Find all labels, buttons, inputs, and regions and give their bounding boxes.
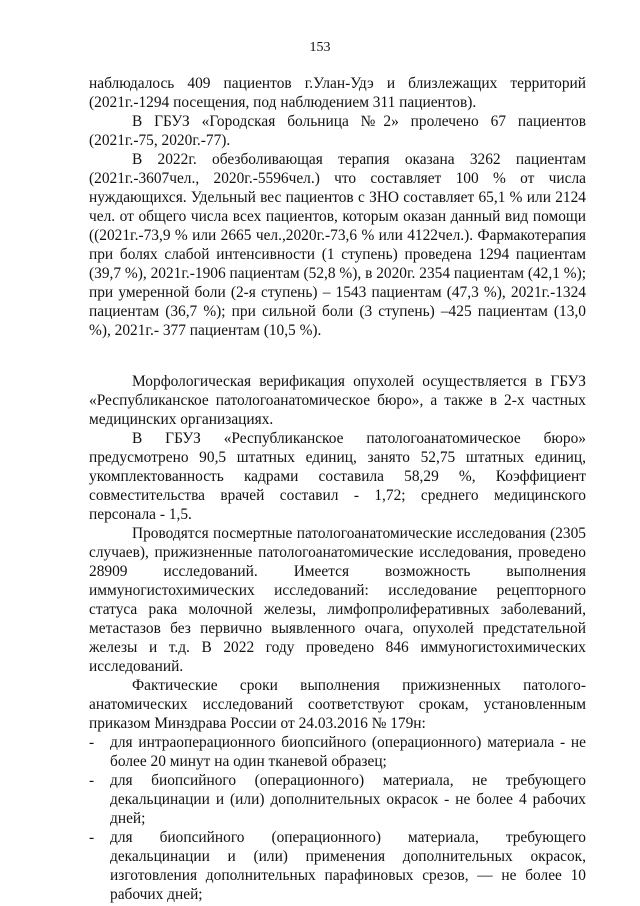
list-item-text: для интраоперационного биопсийного (операционного) материала - не более 20 минут на один тканевой образец;: [110, 734, 586, 770]
list-bullet: -: [89, 734, 95, 751]
paragraph-deadlines-intro: Фактические сроки выполнения прижизненных патолого-анатомических исследований соответствуют срокам, установленным приказом Минздрава России от 24.03.2016 № 179н:: [89, 677, 586, 732]
list-bullet: -: [89, 829, 95, 846]
page-number: 153: [309, 40, 331, 55]
paragraph-pathology-studies: Проводятся посмертные патологоанатомические исследования (2305 случаев), прижизненные патологоанатомические исследования, проведено 28909 исследований. Имеется возможность выполнения иммуногистохимических исследований: исследование рецепторного статуса рака молочной железы, лимфопролиферативных заболеваний, метастазов без первично выявленного очага, опухолей предстательной железы и т.д. В 2022 году проведено 846 иммуногистохимических исследований.: [89, 525, 586, 675]
list-item: [89, 771, 586, 828]
list-bullet: -: [89, 772, 95, 789]
paragraph-city-hospital-2: В ГБУЗ «Городская больница №2» пролечено 67 пациентов (2021г.-75, 2020г.-77).: [89, 113, 586, 149]
list-item: [89, 733, 586, 771]
paragraph-staffing: В ГБУЗ «Республиканское патологоанатомическое бюро» предусмотрено 90,5 штатных единиц, занято 52,75 штатных единиц, укомплектованность кадрами составила 58,29 %, Коэффициент совместительства врачей составил - 1,72; среднего медицинского персонала - 1,5.: [89, 430, 586, 523]
deadlines-list: [89, 733, 586, 904]
body-text: [89, 74, 586, 904]
list-item-text: для биопсийного (операционного) материала, требующего декальцинации и (или) применения дополнительных окрасок, изготовления дополнительных парафиновых срезов, — не более 10 рабочих дней;: [110, 829, 586, 903]
paragraph-pain-therapy: В 2022г. обезболивающая терапия оказана 3262 пациентам (2021г.-3607чел., 2020г.-5596чел.) что составляет 100 % от числа нуждающихся. Удельный вес пациентов с ЗНО составляет 65,1 % или 2124 чел. от общего числа всех пациентов, которым оказан данный вид помощи ((2021г.-73,9 % или 2665 чел.,2020г.-73,6 % или 4122чел.). Фармакотерапия при болях слабой интенсивности (1 ступень) проведена 1294 пациентам (39,7 %), 2021г.-1906 пациентам (52,8 %), в 2020г. 2354 пациентам (42,1 %); при умеренной боли (2-я ступень) – 1543 пациентам (47,3 %), 2021г.-1324 пациентам (36,7 %); при сильной боли (3 ступень) –425 пациентам (13,0 %), 2021г.- 377 пациентам (10,5 %).: [89, 151, 586, 339]
paragraph-patients-ulan-ude: наблюдалось 409 пациентов г.Улан-Удэ и близлежащих территорий (2021г.-1294 посещения, под наблюдением 311 пациентов).: [89, 75, 586, 111]
paragraph-morphological-verification: Морфологическая верификация опухолей осуществляется в ГБУЗ «Республиканское патологоанатомическое бюро», а также в 2-х частных медицинских организациях.: [89, 373, 586, 428]
list-item: [89, 828, 586, 904]
list-item-text: для биопсийного (операционного) материала, не требующего декальцинации и (или) дополнительных окрасок - не более 4 рабочих дней;: [110, 772, 586, 827]
